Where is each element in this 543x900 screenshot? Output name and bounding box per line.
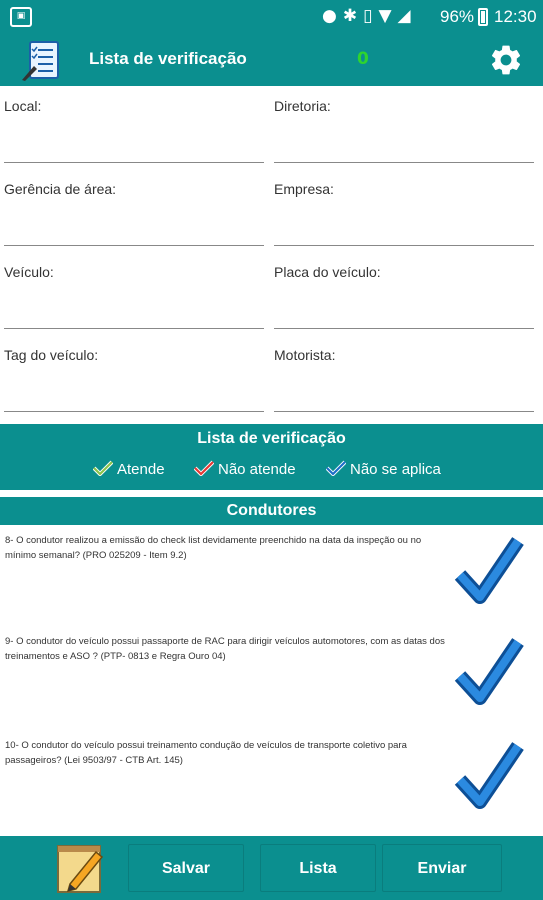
check-blue-icon: [326, 460, 346, 476]
bluetooth-icon: ✱: [342, 6, 364, 26]
send-button[interactable]: Enviar: [382, 844, 502, 892]
inspection-form: [0, 86, 543, 422]
legend-atende: [93, 460, 165, 478]
check-green-icon: [93, 460, 113, 476]
checklist-logo-icon: [20, 40, 62, 82]
question-item: [0, 628, 543, 732]
placa-field[interactable]: [274, 252, 536, 332]
save-button[interactable]: Salvar: [128, 844, 244, 892]
tag-input[interactable]: [4, 411, 264, 412]
diretoria-label: Diretoria:: [274, 98, 331, 114]
empresa-input[interactable]: [274, 245, 534, 246]
checklist-legend: [0, 424, 543, 490]
empresa-label: Empresa:: [274, 181, 334, 197]
app-bar: [0, 34, 543, 86]
check-blue-icon[interactable]: [452, 736, 526, 816]
local-field[interactable]: [4, 86, 266, 166]
check-red-icon: [194, 460, 214, 476]
veiculo-label: Veículo:: [4, 264, 54, 280]
battery-percent: 96%: [440, 7, 475, 26]
legend-nao-atende-label: Não atende: [218, 461, 296, 478]
check-blue-icon[interactable]: [452, 531, 526, 611]
veiculo-input[interactable]: [4, 328, 264, 329]
notepad-icon[interactable]: [56, 842, 106, 894]
answered-counter: 0: [357, 49, 369, 69]
diretoria-field[interactable]: [274, 86, 536, 166]
tag-field[interactable]: [4, 335, 266, 415]
legend-atende-label: Atende: [117, 461, 165, 478]
motorista-input[interactable]: [274, 411, 534, 412]
diretoria-input[interactable]: [274, 162, 534, 163]
placa-input[interactable]: [274, 328, 534, 329]
legend-nao-se-aplica-label: Não se aplica: [350, 461, 441, 478]
placa-label: Placa do veículo:: [274, 264, 381, 280]
status-bar: [0, 0, 543, 34]
local-label: Local:: [4, 98, 42, 114]
motorista-field[interactable]: [274, 335, 536, 415]
veiculo-field[interactable]: [4, 252, 266, 332]
gerencia-label: Gerência de área:: [4, 181, 117, 197]
app-title: Lista de verificação: [89, 49, 247, 68]
gerencia-input[interactable]: [4, 245, 264, 246]
signal-icon: ◢: [397, 6, 417, 26]
list-button[interactable]: Lista: [260, 844, 376, 892]
local-input[interactable]: [4, 162, 264, 163]
question-item: [0, 527, 543, 631]
question-text: 10- O condutor do veículo possui treinamento condução de veículos de transporte coletivo para passageiros? (Lei 9503/97 - CTB Art. 145): [5, 740, 407, 766]
question-item: [0, 732, 543, 836]
clock: 12:30: [494, 7, 537, 26]
battery-icon: [478, 8, 488, 26]
check-blue-icon[interactable]: [452, 632, 526, 712]
gerencia-field[interactable]: [4, 169, 266, 249]
empresa-field[interactable]: [274, 169, 536, 249]
bottom-bar: [0, 836, 543, 900]
gear-icon[interactable]: [488, 42, 524, 78]
section-title: Condutores: [0, 497, 543, 525]
notification-icon: ▣: [10, 7, 32, 27]
motorista-label: Motorista:: [274, 347, 336, 363]
legend-nao-atende: [194, 460, 296, 478]
location-icon: ●: [322, 6, 343, 26]
question-text: 8- O condutor realizou a emissão do check list devidamente preenchido na data da inspeção ou no mínimo semanal? (PRO 025209 - Item 9.2): [5, 535, 422, 561]
question-text: 9- O condutor do veículo possui passaporte de RAC para dirigir veículos automotores, com as datas dos treinamentos e ASO ? (PTP- 0813 e Regra Ouro 04): [5, 636, 445, 662]
vibrate-icon: ▯: [363, 6, 379, 26]
legend-nao-se-aplica: [326, 460, 441, 478]
checklist-title: Lista de verificação: [197, 430, 346, 447]
tag-label: Tag do veículo:: [4, 347, 99, 363]
status-icons: [322, 6, 417, 26]
wifi-icon: ▼: [378, 6, 398, 26]
